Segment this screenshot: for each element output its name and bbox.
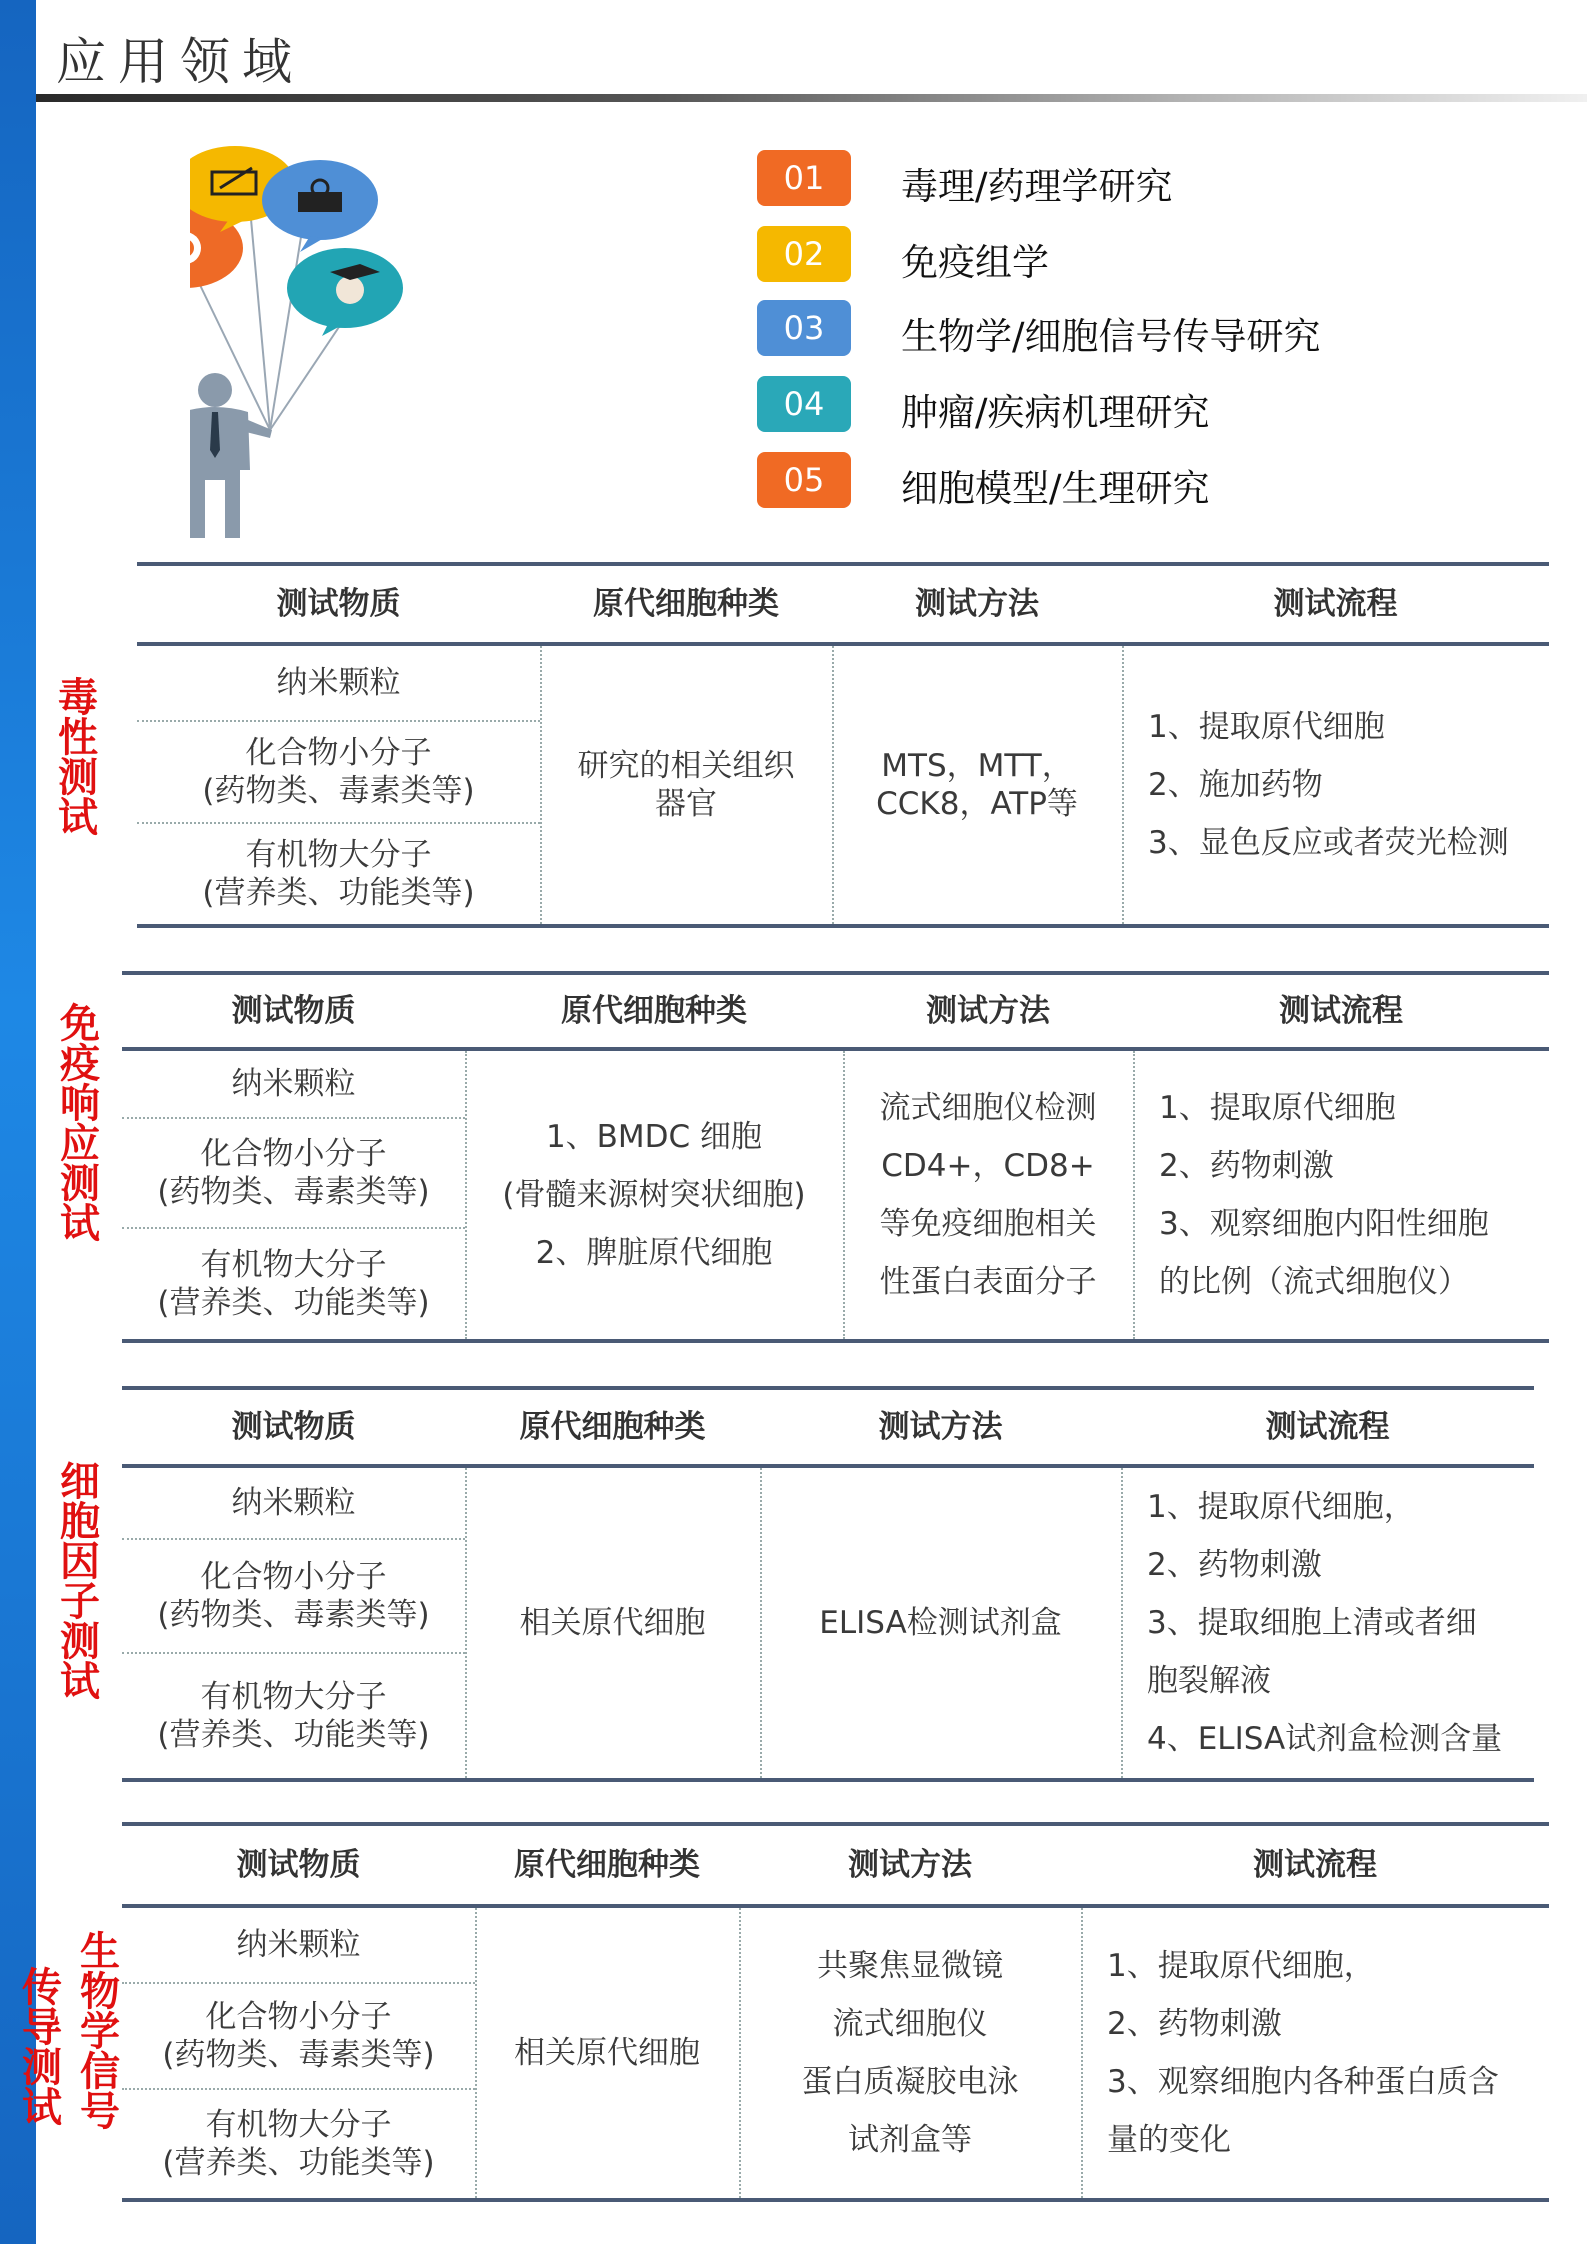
header-cell-type: 原代细胞种类: [561, 993, 747, 1029]
header-process: 测试流程: [1265, 1409, 1390, 1445]
header-method: 测试方法: [878, 1409, 1003, 1445]
section-label-signaling-col2: [14, 1966, 64, 2136]
substance-name: 有机物大分子: [205, 2107, 392, 2143]
header-substance: 测试物质: [231, 1409, 356, 1445]
substance-name: 化合物小分子: [245, 735, 432, 771]
substance-note: (药物类、毒素类等): [157, 1597, 430, 1633]
legend-label: 肿瘤/疾病机理研究: [901, 391, 1210, 434]
method-line: CCK8，ATP等: [876, 786, 1078, 822]
substance-note: (营养类、功能类等): [157, 1717, 430, 1753]
header-cell-type: 原代细胞种类: [519, 1409, 706, 1445]
substance-name: 化合物小分子: [200, 1136, 387, 1172]
substance-small-molecule: [122, 1540, 465, 1652]
substance-note: (药物类、毒素类等): [162, 2037, 435, 2073]
immune-table: [122, 971, 1549, 1343]
legend-item: [757, 226, 1457, 286]
process-step: 1、提取原代细胞: [1159, 1090, 1396, 1126]
table-rule: [122, 2198, 1549, 2202]
substance-nano: 纳米颗粒: [231, 1485, 356, 1521]
section-label-text: 细胞因子测试: [53, 1460, 101, 1700]
cell-type-line: 研究的相关组织: [577, 748, 795, 784]
legend-item: [757, 150, 1457, 210]
section-label-text: 毒性测试: [51, 676, 99, 836]
legend-item: [757, 376, 1457, 436]
presenter-with-balloons-icon: [190, 140, 570, 540]
header-process: 测试流程: [1253, 1847, 1377, 1883]
substance-nano: 纳米颗粒: [231, 1066, 356, 1102]
substance-macromolecule: [122, 1654, 465, 1778]
number-badge: 05: [757, 452, 851, 508]
process-step: 3、观察细胞内阳性细胞: [1159, 1206, 1489, 1242]
cell-type-cell: [475, 1908, 739, 2198]
page-title: 应用领域: [56, 33, 304, 91]
process-step: 1、提取原代细胞，: [1107, 1948, 1375, 1984]
method-line: 等免疫细胞相关: [879, 1206, 1097, 1242]
number-badge: 02: [757, 226, 851, 282]
method-cell: [843, 1051, 1133, 1339]
table-rule: [137, 924, 1549, 928]
header-process: 测试流程: [1273, 586, 1398, 622]
method-line: 试剂盒等: [848, 2122, 972, 2158]
substance-note: (营养类、功能类等): [202, 875, 475, 911]
method-line: CD4+，CD8+: [881, 1148, 1095, 1184]
title-underline: [36, 94, 1587, 102]
process-step: 3、观察细胞内各种蛋白质含: [1107, 2064, 1499, 2100]
method-line: 蛋白质凝胶电泳: [801, 2064, 1019, 2100]
process-step: 3、提取细胞上清或者细: [1147, 1605, 1477, 1641]
legend-label: 细胞模型/生理研究: [901, 467, 1210, 510]
method-cell: [832, 646, 1122, 924]
process-cell: [1133, 1051, 1575, 1339]
table-rule: [122, 1778, 1534, 1782]
number-badge: 01: [757, 150, 851, 206]
header-substance: 测试物质: [236, 1847, 361, 1883]
toxicity-table: [137, 562, 1549, 928]
method-line: 性蛋白表面分子: [879, 1264, 1097, 1300]
substance-macromolecule: [122, 2090, 475, 2198]
left-accent-bar: [0, 0, 36, 2244]
process-step: 1、提取原代细胞: [1148, 709, 1385, 745]
process-step: 2、药物刺激: [1147, 1547, 1322, 1583]
legend-label: 生物学/细胞信号传导研究: [901, 315, 1321, 358]
section-label-text: 生物学信号: [73, 1930, 121, 2130]
section-label-text: 传导测试: [15, 1966, 63, 2126]
method-line: 流式细胞仪检测: [879, 1090, 1097, 1126]
section-label-signaling-col1: [72, 1930, 122, 2140]
process-step: 胞裂解液: [1147, 1663, 1271, 1699]
process-step: 1、提取原代细胞，: [1147, 1489, 1415, 1525]
cell-type-cell: [465, 1051, 843, 1339]
substance-nano: 纳米颗粒: [276, 665, 401, 701]
number-badge: 04: [757, 376, 851, 432]
legend-label: 毒理/药理学研究: [901, 165, 1173, 208]
legend-label: 免疫组学: [901, 241, 1049, 284]
process-step: 2、药物刺激: [1159, 1148, 1334, 1184]
section-label-immune: [52, 1002, 102, 1252]
cytokine-table: [122, 1386, 1534, 1782]
substance-nano: 纳米颗粒: [236, 1927, 361, 1963]
substance-note: (药物类、毒素类等): [202, 773, 475, 809]
cell-type-line: 相关原代细胞: [519, 1605, 706, 1641]
substance-small-molecule: [122, 1119, 465, 1227]
substance-macromolecule: [122, 1229, 465, 1339]
method-line: 共聚焦显微镜: [817, 1948, 1003, 1984]
substance-small-molecule: [137, 722, 540, 822]
header-substance: 测试物质: [276, 586, 401, 622]
cell-type-cell: [465, 1468, 760, 1778]
section-label-text: 免疫响应测试: [53, 1002, 101, 1242]
cell-type-line: 2、脾脏原代细胞: [535, 1235, 773, 1271]
method-line: 流式细胞仪: [832, 2006, 988, 2042]
method-line: MTS，MTT，: [881, 748, 1073, 784]
header-cell-type: 原代细胞种类: [593, 586, 779, 622]
cell-type-line: 器官: [655, 786, 717, 822]
number-badge: 03: [757, 300, 851, 356]
legend-item: [757, 300, 1457, 360]
header-method: 测试方法: [915, 586, 1039, 622]
substance-small-molecule: [122, 1984, 475, 2088]
method-cell: [760, 1468, 1121, 1778]
cell-type-line: 1、BMDC 细胞: [545, 1119, 763, 1155]
cell-type-line: 相关原代细胞: [514, 2035, 700, 2071]
process-cell: [1121, 1468, 1560, 1778]
substance-note: (营养类、功能类等): [157, 1285, 430, 1321]
process-cell: [1122, 646, 1575, 924]
signaling-table: [122, 1822, 1549, 2202]
process-step: 4、ELISA试剂盒检测含量: [1147, 1721, 1503, 1757]
table-rule: [122, 1339, 1549, 1343]
substance-name: 化合物小分子: [205, 1999, 392, 2035]
substance-name: 化合物小分子: [200, 1559, 387, 1595]
section-label-toxicity: [50, 676, 100, 846]
process-step: 的比例（流式细胞仪）: [1159, 1264, 1469, 1300]
substance-macromolecule: [137, 824, 540, 924]
substance-name: 有机物大分子: [200, 1679, 387, 1715]
legend-item: [757, 452, 1457, 512]
substance-name: 有机物大分子: [245, 837, 432, 873]
process-step: 2、施加药物: [1148, 767, 1323, 803]
process-step: 量的变化: [1107, 2122, 1231, 2158]
substance-note: (营养类、功能类等): [162, 2145, 435, 2181]
method-line: ELISA检测试剂盒: [819, 1605, 1062, 1641]
header-substance: 测试物质: [231, 993, 356, 1029]
header-cell-type: 原代细胞种类: [514, 1847, 700, 1883]
method-cell: [739, 1908, 1081, 2198]
substance-name: 有机物大分子: [200, 1247, 387, 1283]
process-cell: [1081, 1908, 1575, 2198]
cell-type-line: (骨髓来源树突状细胞): [502, 1177, 806, 1213]
header-process: 测试流程: [1279, 993, 1403, 1029]
process-step: 3、显色反应或者荧光检测: [1148, 825, 1509, 861]
section-label-cytokine: [52, 1460, 102, 1710]
substance-note: (药物类、毒素类等): [157, 1174, 430, 1210]
cell-type-cell: [540, 646, 832, 924]
header-method: 测试方法: [926, 993, 1050, 1029]
process-step: 2、药物刺激: [1107, 2006, 1282, 2042]
balloon-person-illustration: [190, 140, 570, 540]
header-method: 测试方法: [848, 1847, 972, 1883]
